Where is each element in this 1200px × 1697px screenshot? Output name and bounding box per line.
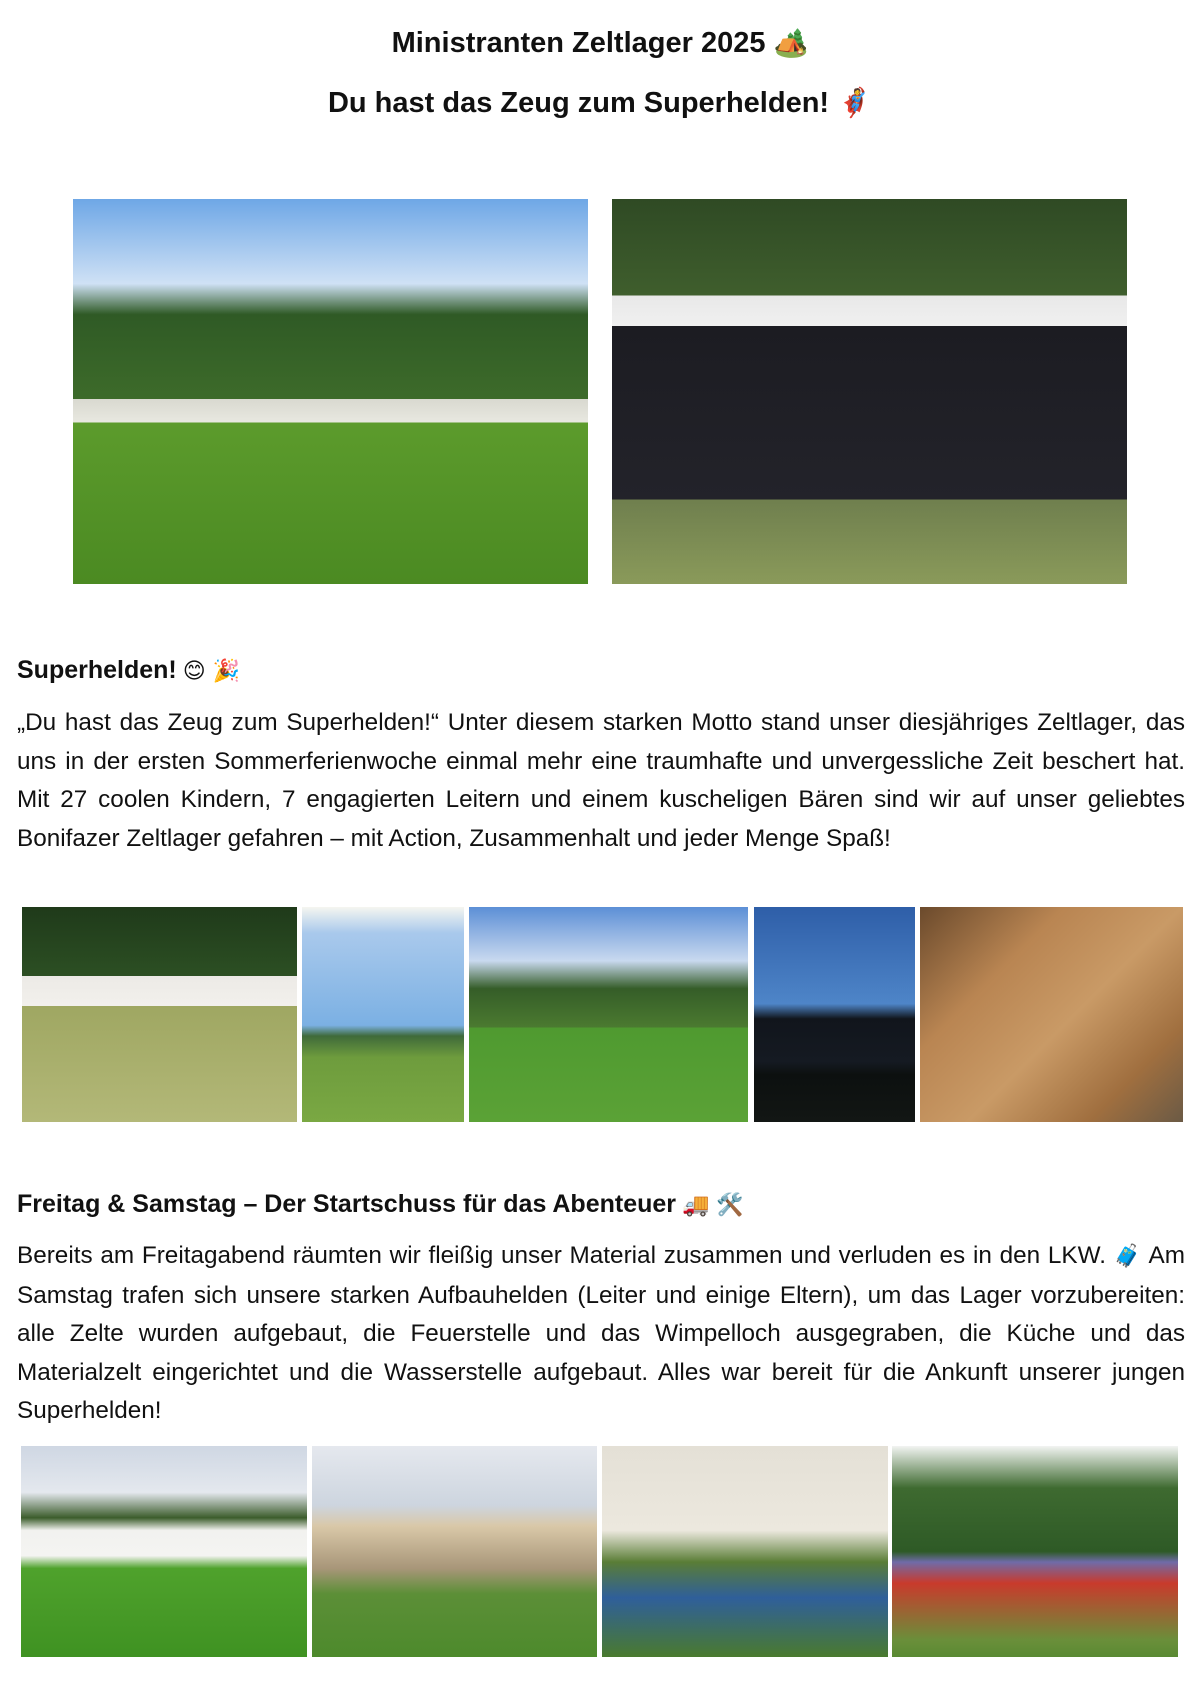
photo-tent-interior [602,1446,888,1657]
photo-truck-unloading [312,1446,597,1657]
page-subtitle-text: Du hast das Zeug zum Superhelden! [327,87,830,119]
page-subtitle [0,86,1200,120]
section-heading-freitag-samstag [17,1190,744,1219]
section-paragraph [17,1237,1185,1431]
photo-tents-setup [21,1446,307,1657]
paragraph-text: Am Samstag trafen sich unsere starken Aufbauhelden (Leiter und einige Eltern), um das Lager vorzubereiten: alle Zelte wurden aufgebaut, die Feuerstelle und das Wimpelloch ausgegraben, die Küche und das Materialzelt eingerichtet und die Wasserstelle aufgebaut. Alles war bereit für die Ankunft unserer jungen Superhelden! [17,1242,1185,1424]
section-paragraph: „Du hast das Zeug zum Superhelden!“ Unter diesem starken Motto stand unser diesjähriges Zeltlager, das uns in der ersten Sommerferienwoche einmal mehr eine traumhafte und unvergessliche Zeit beschert hat. Mit 27 coolen Kindern, 7 engagierten Leitern und einem kuscheligen Bären sind wir auf unser geliebtes Bonifazer Zeltlager gefahren – mit Action, Zusammenhalt und jeder Menge Spaß! [17,709,1185,852]
photo-campfire-night [754,907,915,1122]
page-title-text: Ministranten Zeltlager 2025 [391,27,766,59]
section-heading-text: Superhelden! [17,656,177,684]
photo-superhero-capes [892,1446,1178,1657]
smile-party-icon: 😊 🎉 [182,659,241,684]
photo-dance [469,907,748,1122]
photo-group [612,199,1127,584]
photo-sun-sky [302,907,464,1122]
paragraph-text: Bereits am Freitagabend räumten wir fleißig unser Material zusammen und verluden es in den LKW. [17,1242,1106,1269]
section-heading-text: Freitag & Samstag – Der Startschuss für das Abenteuer [17,1190,676,1218]
photo-games [22,907,297,1122]
luggage-icon: 🧳 [1113,1244,1143,1269]
photo-crafts [920,907,1183,1122]
page-title [0,26,1200,60]
truck-tools-icon: 🚚 🛠️ [682,1193,744,1218]
superhero-icon: 🦸 [837,86,873,119]
section-heading-superhelden [17,656,240,685]
photo-camp-field [73,199,588,584]
camping-icon: 🏕️ [773,26,809,59]
